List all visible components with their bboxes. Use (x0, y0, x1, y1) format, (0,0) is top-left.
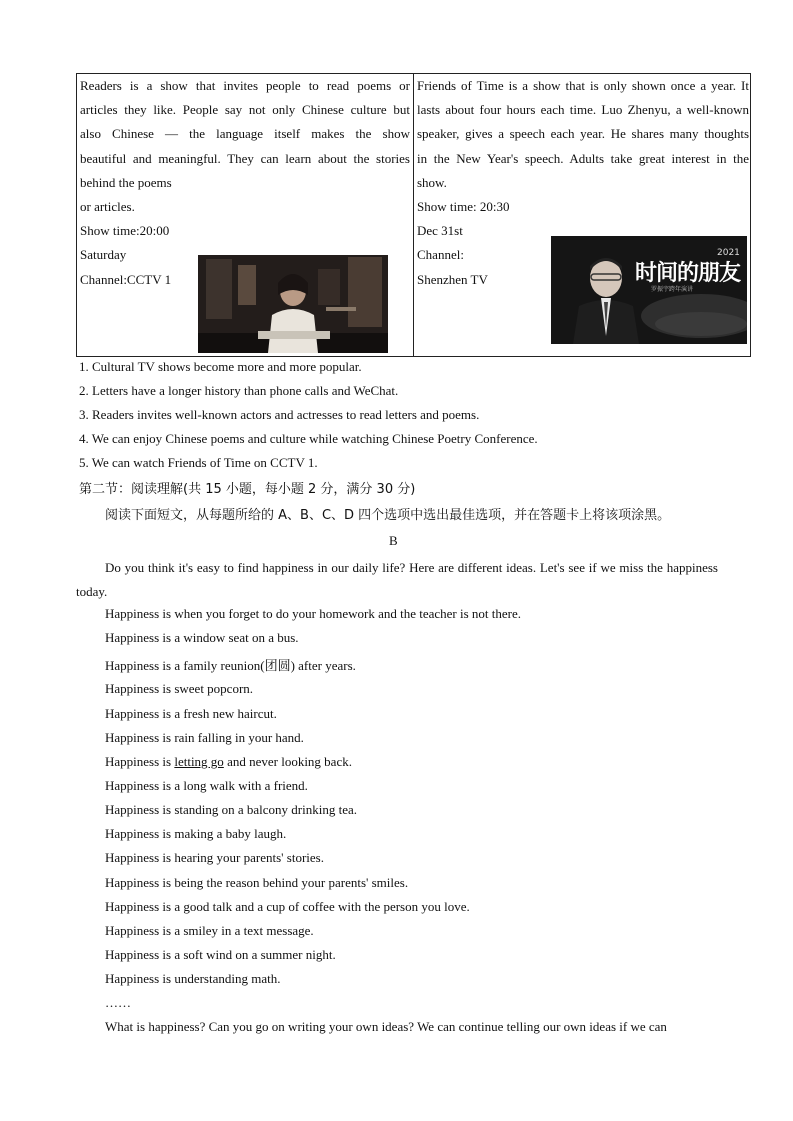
happiness-line: Happiness is a good talk and a cup of coffee with the person you love. (105, 899, 470, 914)
statement-4: 4. We can enjoy Chinese poems and culture while watching Chinese Poetry Conference. (79, 431, 538, 446)
readers-show-photo (198, 255, 388, 353)
passage-intro: Do you think it's easy to find happiness in our daily life? Here are different ideas. Let's see if we miss the happiness today. (76, 560, 718, 599)
happiness-line: Happiness is hearing your parents' stories. (105, 850, 324, 865)
happiness-line: Happiness is sweet popcorn. (105, 681, 254, 696)
happiness-line-letting-go (105, 754, 352, 770)
friends-channel-label: Channel: (417, 247, 464, 263)
readers-showtime: Show time:20:00 (80, 223, 170, 239)
readers-line: also Chinese — the language itself makes the show (80, 126, 410, 142)
happiness-line: Happiness is a smiley in a text message. (105, 923, 314, 938)
section-title: 第二节：阅读理解(共 15 小题，每小题 2 分，满分 30 分) (79, 482, 416, 497)
tv-shows-table (76, 73, 751, 357)
friends-line: in the New Year's speech. Adults take great interest in the (417, 150, 749, 166)
letting-go-rest: and never looking back. (223, 754, 352, 769)
happiness-line: Happiness is a window seat on a bus. (105, 630, 299, 645)
passage-label: B (389, 533, 398, 548)
happiness-line: Happiness is a family reunion(团圆) after years. (105, 658, 356, 673)
readers-line: articles they like. People say not only Chinese culture but (80, 102, 410, 118)
instruction: 阅读下面短文，从每题所给的 A、B、C、D 四个选项中选出最佳选项，并在答题卡上将该项涂黑。 (105, 508, 671, 523)
friends-line: show. (417, 174, 447, 190)
statement-2: 2. Letters have a longer history than phone calls and WeChat. (79, 383, 399, 398)
readers-line: Readers is a show that invites people to read poems or (80, 78, 410, 93)
readers-line: behind the poems (80, 174, 172, 190)
readers-line: or articles. (80, 199, 135, 215)
readers-day: Saturday (80, 247, 127, 263)
friends-channel: Shenzhen TV (417, 271, 488, 287)
happiness-line: Happiness is a soft wind on a summer night. (105, 947, 336, 962)
happiness-line: Happiness is standing on a balcony drinking tea. (105, 802, 358, 817)
friends-logo-year: 2021 (717, 248, 740, 258)
friends-of-time-photo (551, 236, 747, 344)
friends-line: Friends of Time is a show that is only shown once a year. It (417, 78, 749, 93)
happiness-line: Happiness is a long walk with a friend. (105, 778, 308, 793)
passage-outro: What is happiness? Can you go on writing your own ideas? We can continue telling our own ideas if we can (105, 1019, 667, 1034)
ellipsis: …… (105, 995, 131, 1010)
happiness-line: Happiness is making a baby laugh. (105, 826, 287, 841)
friends-showtime: Show time: 20:30 (417, 199, 510, 215)
statement-5: 5. We can watch Friends of Time on CCTV 1. (79, 455, 318, 470)
happiness-line: Happiness is being the reason behind your parents' smiles. (105, 875, 409, 890)
statement-1: 1. Cultural TV shows become more and more popular. (79, 359, 362, 374)
friends-logo-sub: 罗振宇跨年演讲 (651, 286, 694, 293)
happiness-prefix: Happiness is (105, 754, 175, 769)
readers-photo-art (198, 255, 388, 353)
happiness-line: Happiness is rain falling in your hand. (105, 730, 304, 745)
readers-line: beautiful and meaningful. They can learn about the stories (80, 150, 410, 166)
readers-channel: Channel:CCTV 1 (80, 271, 172, 287)
happiness-line: Happiness is a fresh new haircut. (105, 706, 277, 721)
happiness-line: Happiness is when you forget to do your homework and the teacher is not there. (105, 606, 522, 621)
friends-line: lasts about four hours each time. Luo Zhenyu, a well-known (417, 102, 749, 118)
happiness-line: Happiness is understanding math. (105, 971, 281, 986)
friends-logo-text: 时间的朋友 (635, 261, 741, 286)
statement-3: 3. Readers invites well-known actors and actresses to read letters and poems. (79, 407, 480, 422)
friends-date: Dec 31st (417, 223, 463, 239)
letting-go-underlined: letting go (174, 754, 224, 769)
table-divider (413, 74, 414, 356)
friends-line: speaker, gives a speech each year. He shares many thoughts (417, 126, 749, 142)
